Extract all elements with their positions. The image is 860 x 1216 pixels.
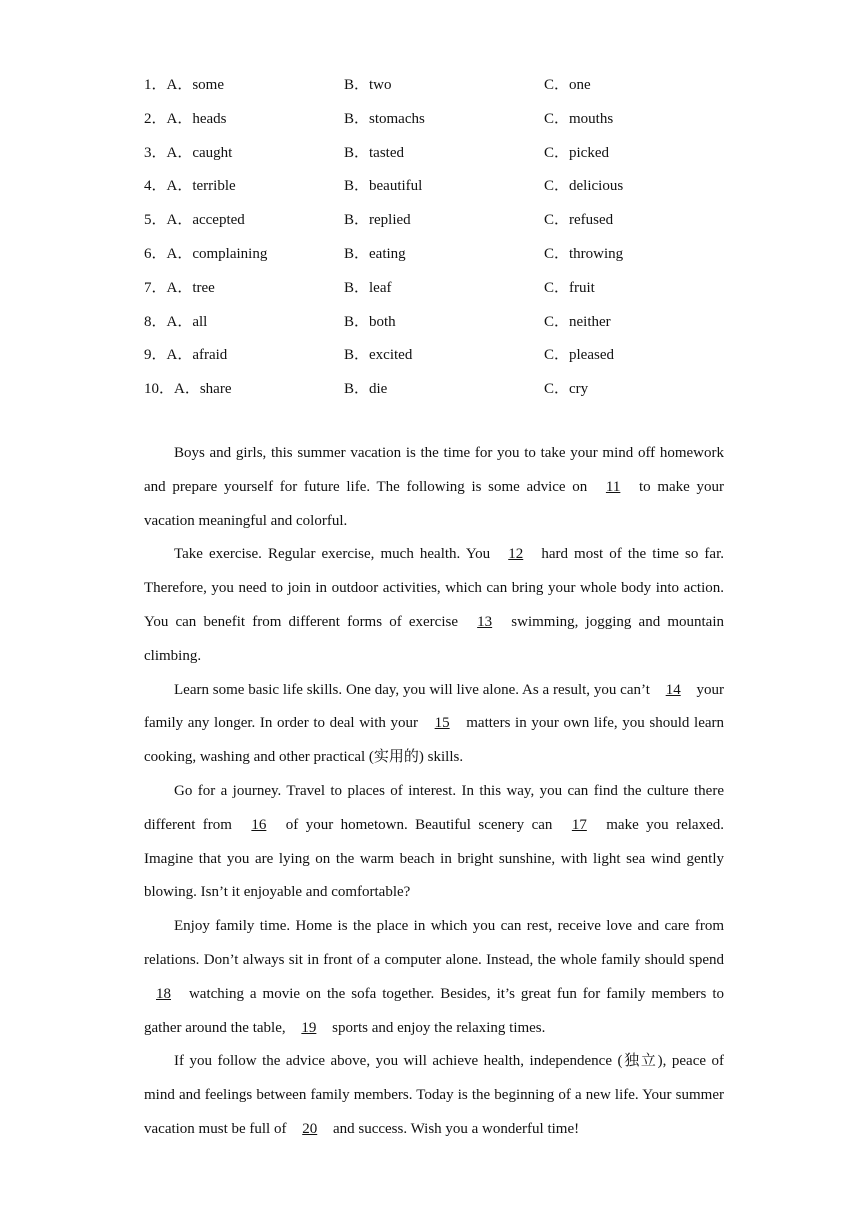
- option-a: 1．A．some: [144, 77, 224, 93]
- option-b: B．stomachs: [344, 110, 425, 127]
- option-c: C．mouths: [544, 110, 614, 127]
- option-a: 10．A．share: [144, 381, 232, 398]
- option-b: B．both: [344, 313, 396, 330]
- passage-text: sports and enjoy the relaxing times.: [328, 1019, 546, 1036]
- blank-20: 20: [302, 1120, 318, 1137]
- option-row-3: [144, 138, 764, 172]
- passage-text: make you relaxed. Imagine that you are lying on the warm beach in bright sunshine, with light sea wind gently blowing. Isn’t it enjoyable and comfortable?: [144, 816, 724, 901]
- passage-text: your family any longer. In order to deal with your: [144, 681, 724, 732]
- passage-text: Take exercise. Regular exercise, much health. You: [174, 546, 497, 563]
- option-c: C．fruit: [544, 279, 595, 296]
- option-row-9: [144, 340, 764, 374]
- blank-11: 11: [605, 478, 621, 495]
- passage-text: Boys and girls, this summer vacation is the time for you to take your mind off homework and prepare yourself for future life. The following is some advice on: [144, 445, 724, 495]
- passage-text: If you follow the advice above, you will achieve health, independence (独立), peace of mind and feelings between family members. Today is the beginning of a new life. Your summer vacation must be full of: [144, 1053, 724, 1137]
- option-a: 4．A．terrible: [144, 178, 236, 195]
- passage-text: Enjoy family time. Home is the place in which you can rest, receive love and care from relations. Don’t always sit in front of a computer alone. Instead, the whole family should spend: [144, 918, 724, 968]
- paragraph-intro: [144, 437, 724, 538]
- option-b: B．eating: [344, 245, 406, 262]
- option-row-1: [144, 70, 764, 104]
- option-b: B．excited: [344, 347, 413, 364]
- option-c: C．cry: [544, 381, 589, 398]
- passage-text: Go for a journey. Travel to places of interest. In this way, you can find the culture there different from: [144, 782, 724, 833]
- option-a: 9．A．afraid: [144, 347, 228, 364]
- passage-text: swimming, jogging and mountain climbing.: [144, 613, 725, 664]
- paragraph-life-skills: [144, 674, 724, 775]
- option-b: B．leaf: [344, 279, 392, 296]
- option-row-4: [144, 171, 764, 205]
- option-b: B．two: [344, 77, 392, 93]
- option-c: C．pleased: [544, 347, 614, 364]
- passage-text: of your hometown. Beautiful scenery can: [278, 816, 560, 833]
- paragraph-exercise: [144, 538, 724, 673]
- blank-16: 16: [251, 816, 267, 833]
- passage-text: watching a movie on the sofa together. Besides, it’s great fun for family members to gather around the table,: [144, 985, 724, 1036]
- paragraph-family-time: [144, 910, 724, 1045]
- option-b: B．replied: [344, 212, 411, 229]
- option-c: C．picked: [544, 144, 609, 161]
- blank-19: 19: [301, 1019, 317, 1036]
- blank-15: 15: [434, 715, 450, 732]
- paragraph-journey: [144, 775, 724, 910]
- option-row-8: [144, 307, 764, 341]
- passage-text: and success. Wish you a wonderful time!: [329, 1120, 580, 1137]
- option-a: 3．A．caught: [144, 144, 233, 161]
- passage-text: matters in your own life, you should learn cooking, washing and other practical (实用的) skills.: [144, 715, 724, 766]
- blank-13: 13: [477, 613, 493, 630]
- option-b: B．die: [344, 381, 388, 398]
- option-c: C．delicious: [544, 178, 624, 195]
- option-row-2: [144, 104, 764, 138]
- option-a: 2．A．heads: [144, 110, 227, 127]
- blank-17: 17: [571, 816, 587, 833]
- option-c: C．throwing: [544, 245, 624, 262]
- blank-14: 14: [665, 681, 681, 698]
- option-row-7: [144, 273, 764, 307]
- option-a: 8．A．all: [144, 313, 208, 330]
- option-c: C．one: [544, 77, 591, 93]
- blank-18: 18: [156, 985, 171, 1002]
- answer-options-table: [144, 70, 764, 408]
- passage-text: Learn some basic life skills. One day, you will live alone. As a result, you can’t: [174, 681, 654, 698]
- passage-text: to make your vacation meaningful and colorful.: [144, 478, 724, 529]
- cloze-passage: [144, 437, 724, 1147]
- option-a: 6．A．complaining: [144, 245, 268, 262]
- option-c: C．neither: [544, 313, 611, 330]
- option-row-5: [144, 205, 764, 239]
- option-row-6: [144, 239, 764, 273]
- blank-12: 12: [508, 546, 524, 563]
- option-c: C．refused: [544, 212, 614, 229]
- paragraph-conclusion: [144, 1045, 724, 1146]
- passage-text: hard most of the time so far. Therefore, you need to join in outdoor activities, which can bring your whole body into action. You can benefit from different forms of exercise: [144, 546, 724, 630]
- option-b: B．beautiful: [344, 178, 423, 195]
- option-b: B．tasted: [344, 144, 404, 161]
- option-a: 7．A．tree: [144, 279, 215, 296]
- option-a: 5．A．accepted: [144, 212, 245, 229]
- option-row-10: [144, 374, 764, 408]
